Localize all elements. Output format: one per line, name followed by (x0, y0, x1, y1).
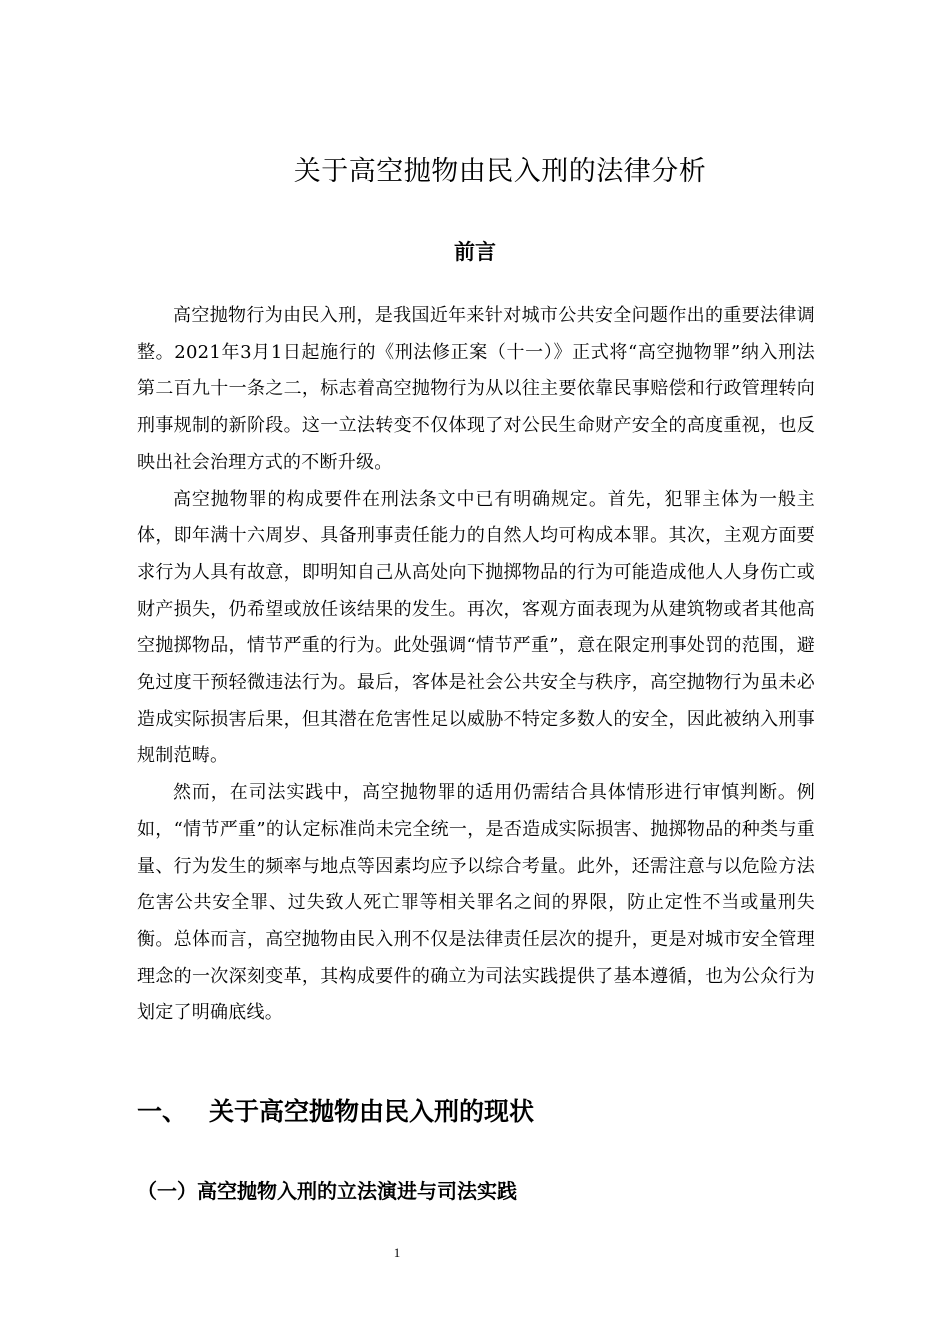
preface-body (137, 298, 815, 1032)
section-number: 一、 (137, 1097, 188, 1126)
paragraph-1: 高空抛物行为由民入刑，是我国近年来针对城市公共安全问题作出的重要法律调整。2021年3月1日起施行的《刑法修正案（十一）》正式将“高空抛物罪”纳入刑法第二百九十一条之二，标志着高空抛物行为从以往主要依靠民事赔偿和行政管理转向刑事规制的新阶段。这一立法转变不仅体现了对公民生命财产安全的高度重视，也反映出社会治理方式的不断升级。 (137, 305, 815, 473)
page-number: 1 (393, 1245, 401, 1260)
paragraph-3: 然而，在司法实践中，高空抛物罪的适用仍需结合具体情形进行审慎判断。例如，“情节严重”的认定标准尚未完全统一，是否造成实际损害、抛掷物品的种类与重量、行为发生的频率与地点等因素均应予以综合考量。此外，还需注意与以危险方法危害公共安全罪、过失致人死亡罪等相关罪名之间的界限，防止定性不当或量刑失衡。总体而言，高空抛物由民入刑不仅是法律责任层次的提升，更是对城市安全管理理念的一次深刻变革，其构成要件的确立为司法实践提供了基本遵循，也为公众行为划定了明确底线。 (137, 782, 815, 1024)
section-title: 关于高空抛物由民入刑的现状 (209, 1097, 535, 1126)
section-heading (137, 1092, 815, 1132)
preface-heading: 前言 (454, 240, 496, 264)
paragraph-2: 高空抛物罪的构成要件在刑法条文中已有明确规定。首先，犯罪主体为一般主体，即年满十六周岁、具备刑事责任能力的自然人均可构成本罪。其次，主观方面要求行为人具有故意，即明知自己从高处向下抛掷物品的行为可能造成他人人身伤亡或财产损失，仍希望或放任该结果的发生。再次，客观方面表现为从建筑物或者其他高空抛掷物品，情节严重的行为。此处强调“情节严重”，意在限定刑事处罚的范围，避免过度干预轻微违法行为。最后，客体是社会公共安全与秩序，高空抛物行为虽未必造成实际损害后果，但其潜在危害性足以威胁不特定多数人的安全，因此被纳入刑事规制范畴。 (137, 488, 815, 767)
subsection-heading: （一）高空抛物入刑的立法演进与司法实践 (137, 1179, 517, 1203)
document-title: 关于高空抛物由民入刑的法律分析 (293, 156, 707, 187)
